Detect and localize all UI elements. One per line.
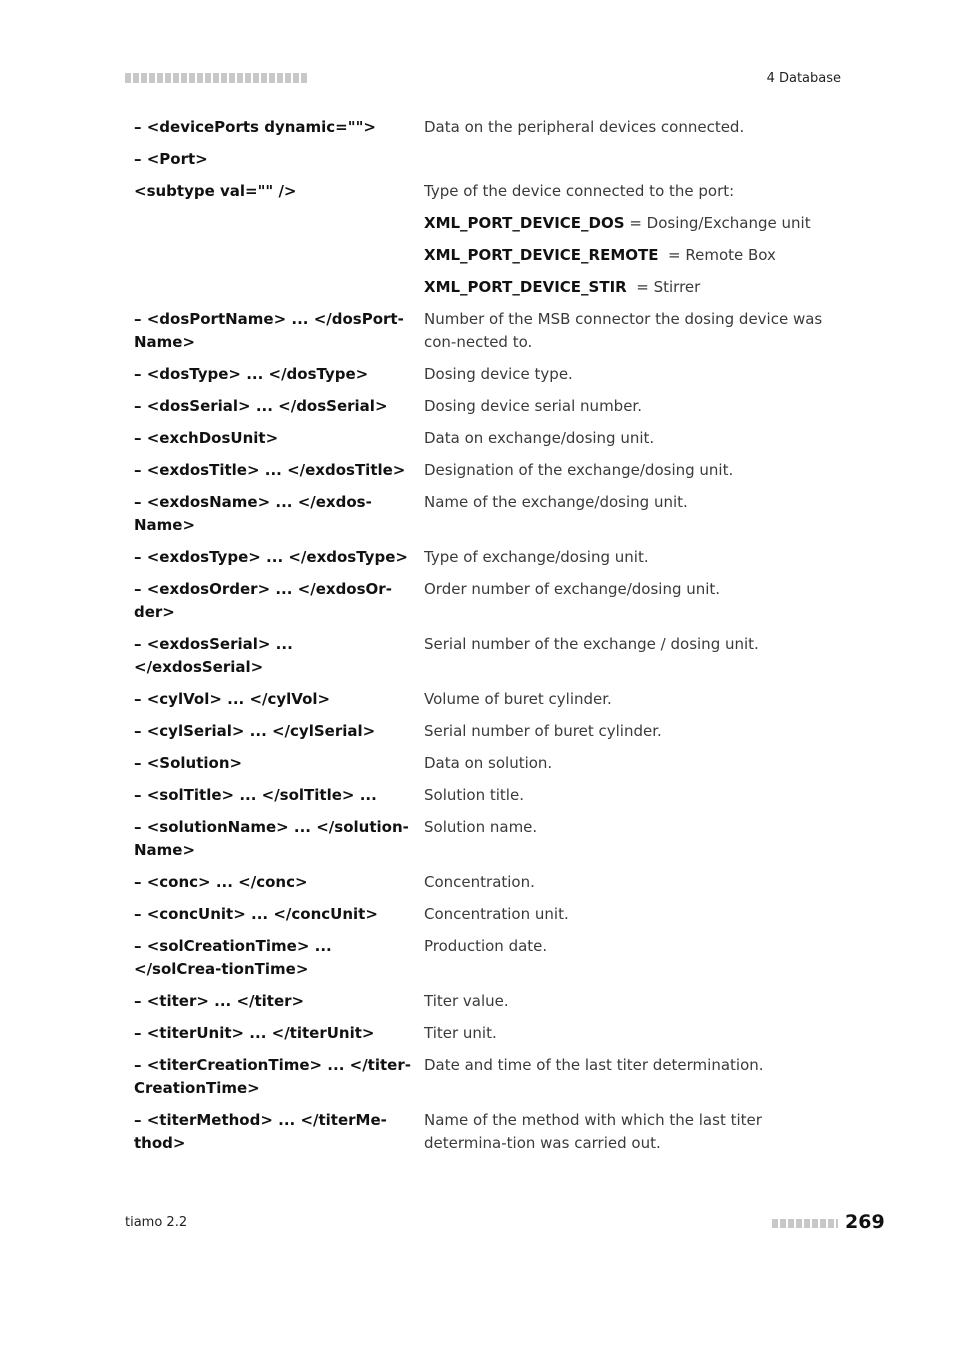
table-row <box>134 752 840 784</box>
element-name: – <concUnit> ... </concUnit> <box>134 905 378 923</box>
element-description: Production date. <box>424 937 548 955</box>
element-description: Data on exchange/dosing unit. <box>424 429 655 447</box>
element-description: Titer value. <box>424 992 509 1010</box>
constant-name: XML_PORT_DEVICE_DOS <box>424 214 625 232</box>
element-description: Number of the MSB connector the dosing device was con-nected to. <box>424 310 823 351</box>
element-name: – <cylVol> ... </cylVol> <box>134 690 331 708</box>
element-name: – <conc> ... </conc> <box>134 873 308 891</box>
element-name <box>134 212 424 244</box>
element-description: Data on solution. <box>424 754 553 772</box>
constant-meaning: = Remote Box <box>658 246 776 264</box>
constant-meaning: = Stirrer <box>626 278 701 296</box>
table-row <box>134 546 840 578</box>
table-row <box>134 633 840 688</box>
table-row <box>134 578 840 633</box>
footer-decoration <box>772 1219 838 1228</box>
element-name: – <exchDosUnit> <box>134 429 279 447</box>
table-row <box>134 491 840 546</box>
element-name: – <Port> <box>134 150 208 168</box>
product-name: tiamo 2.2 <box>125 1215 188 1230</box>
element-name: – <cylSerial> ... </cylSerial> <box>134 722 376 740</box>
element-name: – <exdosTitle> ... </exdosTitle> <box>134 461 406 479</box>
table-row <box>134 935 840 990</box>
element-name: – <dosType> ... </dosType> <box>134 365 369 383</box>
element-name: – <devicePorts dynamic=""> <box>134 118 376 136</box>
table-row <box>134 1054 840 1109</box>
element-description: Type of exchange/dosing unit. <box>424 548 649 566</box>
element-name: – <exdosType> ... </exdosType> <box>134 548 408 566</box>
table-row <box>134 395 840 427</box>
table-row <box>134 784 840 816</box>
table-row <box>134 816 840 871</box>
element-name: – <Solution> <box>134 754 243 772</box>
element-description: Volume of buret cylinder. <box>424 690 612 708</box>
element-description: Dosing device type. <box>424 365 573 383</box>
element-description: Designation of the exchange/dosing unit. <box>424 461 734 479</box>
element-name <box>134 244 424 276</box>
element-name: – <titer> ... </titer> <box>134 992 305 1010</box>
table-row <box>134 720 840 752</box>
table-row <box>134 148 840 180</box>
table-row <box>134 244 840 276</box>
constant-name: XML_PORT_DEVICE_REMOTE <box>424 246 659 264</box>
element-name: – <titerMethod> ... </titerMe-thod> <box>134 1111 387 1152</box>
element-description: Name of the method with which the last titer determina-tion was carried out. <box>424 1111 762 1152</box>
element-description: Solution title. <box>424 786 524 804</box>
table-row <box>134 1022 840 1054</box>
element-description <box>424 148 840 180</box>
element-description: Solution name. <box>424 818 538 836</box>
table-row <box>134 688 840 720</box>
constant-name: XML_PORT_DEVICE_STIR <box>424 278 627 296</box>
parameter-table <box>134 116 840 1164</box>
header-decoration <box>125 73 307 83</box>
element-name: – <solTitle> ... </solTitle> ... <box>134 786 377 804</box>
element-description: Type of the device connected to the port: <box>424 182 735 200</box>
element-description: Concentration unit. <box>424 905 569 923</box>
element-name: – <solutionName> ... </solution-Name> <box>134 818 409 859</box>
element-name: – <titerCreationTime> ... </titer-CreationTime> <box>134 1056 411 1097</box>
element-name: – <titerUnit> ... </titerUnit> <box>134 1024 375 1042</box>
element-name: – <exdosOrder> ... </exdosOr-der> <box>134 580 392 621</box>
element-description: Date and time of the last titer determination. <box>424 1056 764 1074</box>
table-row <box>134 1109 840 1164</box>
table-row <box>134 180 840 212</box>
element-description: Serial number of buret cylinder. <box>424 722 662 740</box>
table-row <box>134 363 840 395</box>
element-description <box>424 244 840 276</box>
table-row <box>134 276 840 308</box>
element-name: – <dosPortName> ... </dosPort-Name> <box>134 310 404 351</box>
element-description <box>424 276 840 308</box>
element-description: Titer unit. <box>424 1024 497 1042</box>
element-description: Order number of exchange/dosing unit. <box>424 580 721 598</box>
element-description: Data on the peripheral devices connected. <box>424 118 745 136</box>
element-description: Dosing device serial number. <box>424 397 642 415</box>
element-description: Concentration. <box>424 873 535 891</box>
element-description <box>424 212 840 244</box>
element-name: <subtype val="" /> <box>134 182 297 200</box>
constant-meaning: = Dosing/Exchange unit <box>624 214 811 232</box>
table-row <box>134 990 840 1022</box>
element-name: – <solCreationTime> ... </solCrea-tionTime> <box>134 937 332 978</box>
element-description: Serial number of the exchange / dosing unit. <box>424 635 759 653</box>
element-name: – <exdosSerial> ... </exdosSerial> <box>134 635 293 676</box>
element-name: – <exdosName> ... </exdos-Name> <box>134 493 372 534</box>
element-name: – <dosSerial> ... </dosSerial> <box>134 397 388 415</box>
page-number: 269 <box>845 1211 885 1233</box>
table-row <box>134 459 840 491</box>
table-row <box>134 116 840 148</box>
table-row <box>134 212 840 244</box>
table-row <box>134 427 840 459</box>
table-row <box>134 308 840 363</box>
table-row <box>134 903 840 935</box>
element-description: Name of the exchange/dosing unit. <box>424 493 688 511</box>
table-row <box>134 871 840 903</box>
element-name <box>134 276 424 308</box>
chapter-title: 4 Database <box>766 71 841 86</box>
